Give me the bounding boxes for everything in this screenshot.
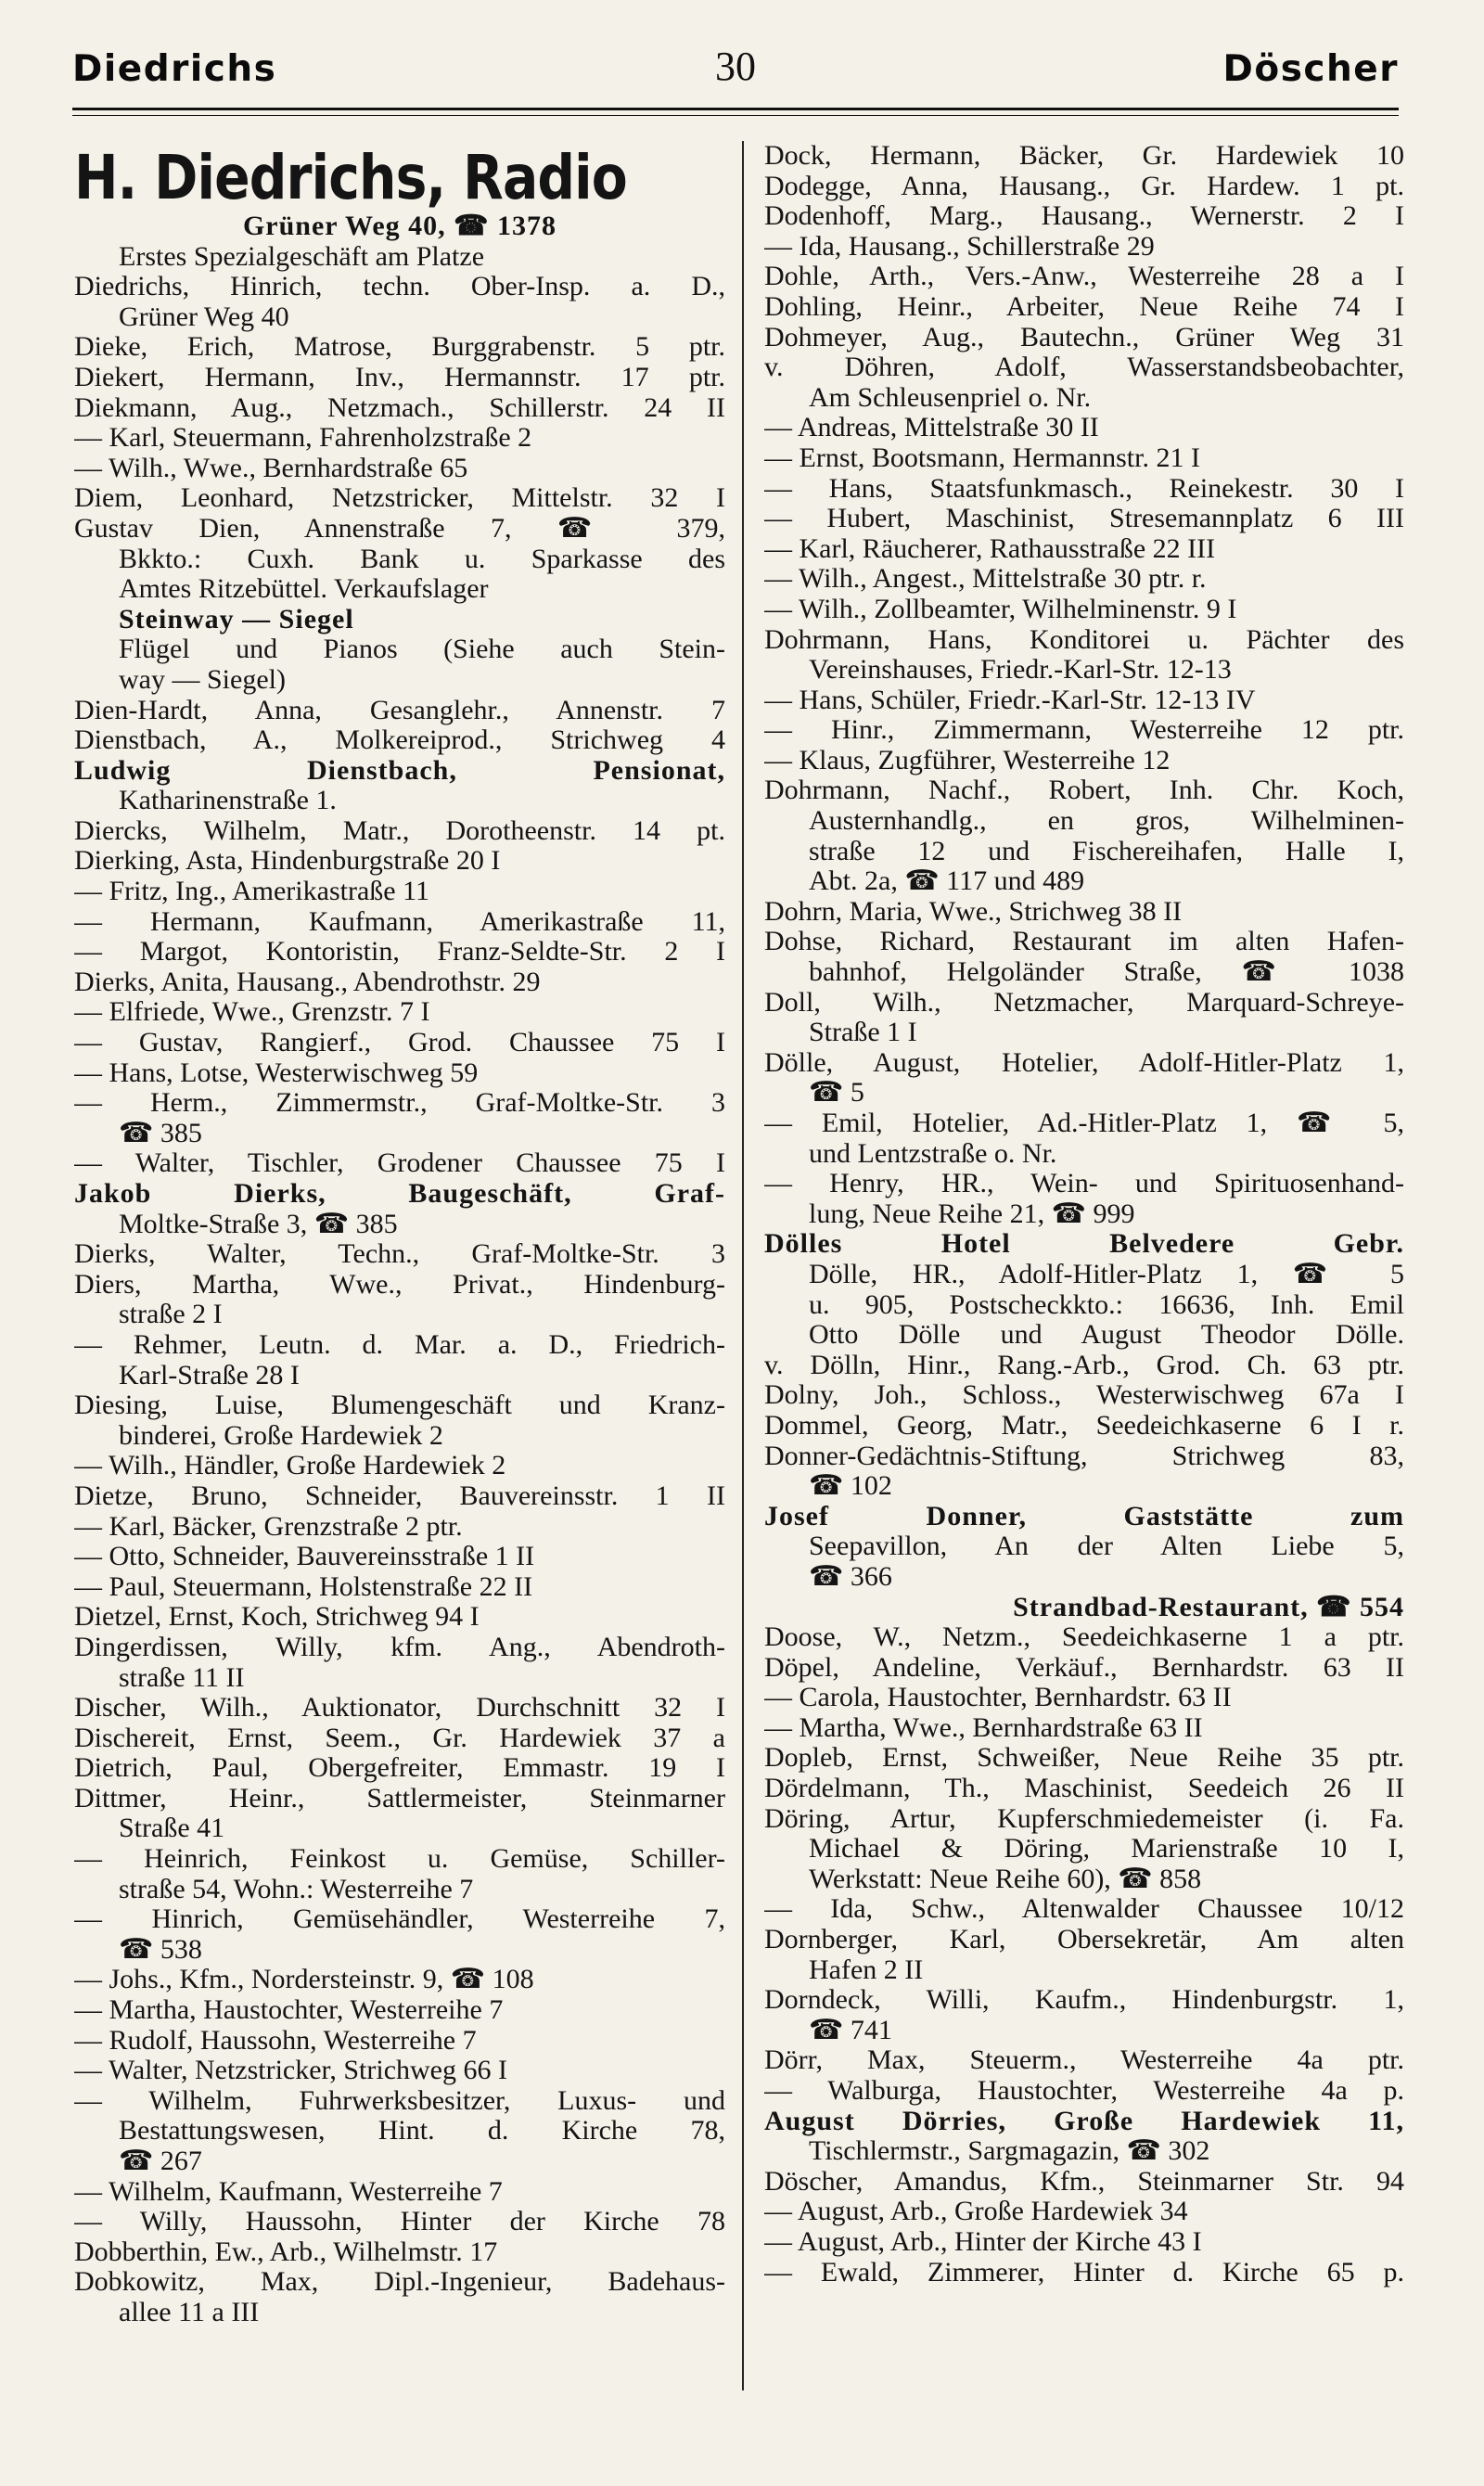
- directory-line: Strandbad-Restaurant, ☎ 554: [1013, 1592, 1404, 1622]
- directory-line: Donner-Gedächtnis-Stiftung, Strichweg 83,: [764, 1441, 1404, 1471]
- directory-line: Dopleb, Ernst, Schweißer, Neue Reihe 35 ptr.: [764, 1743, 1404, 1774]
- directory-line: Dischereit, Ernst, Seem., Gr. Hardewiek 37 a: [74, 1723, 725, 1753]
- directory-line: straße 54, Wohn.: Westerreihe 7: [119, 1874, 474, 1904]
- directory-line: — Ernst, Bootsmann, Hermannstr. 21 I: [764, 442, 1200, 473]
- directory-line: — Ewald, Zimmerer, Hinter d. Kirche 65 p.: [764, 2257, 1404, 2287]
- directory-line: ☎ 385: [119, 1118, 202, 1148]
- directory-line: — Wilh., Zollbeamter, Wilhelminenstr. 9 I: [764, 594, 1237, 624]
- directory-line: — Fritz, Ing., Amerikastraße 11: [74, 877, 429, 907]
- directory-line: Dohling, Heinr., Arbeiter, Neue Reihe 74 I: [764, 291, 1404, 322]
- directory-line: — Hans, Lotse, Westerwischweg 59: [74, 1057, 479, 1088]
- directory-line: Dierks, Walter, Techn., Graf-Moltke-Str. 3: [74, 1239, 725, 1270]
- directory-line: — Willy, Haussohn, Hinter der Kirche 78: [74, 2207, 725, 2237]
- directory-line: Diekmann, Aug., Netzmach., Schillerstr. 24 II: [74, 392, 725, 423]
- directory-line: Dienstbach, A., Molkereiprod., Strichweg 4: [74, 725, 725, 756]
- directory-line: — Walter, Netzstricker, Strichweg 66 I: [74, 2056, 507, 2086]
- column-divider: [742, 141, 744, 2390]
- directory-line: — Gustav, Rangierf., Grod. Chaussee 75 I: [74, 1028, 725, 1058]
- directory-line: — Ida, Schw., Altenwalder Chaussee 10/12: [764, 1894, 1404, 1925]
- directory-line: Dodenhoff, Marg., Hausang., Wernerstr. 2 I: [764, 201, 1404, 232]
- directory-line: — Heinrich, Feinkost u. Gemüse, Schiller-: [74, 1844, 725, 1875]
- directory-line: Michael & Döring, Marienstraße 10 I,: [809, 1834, 1404, 1864]
- directory-line: Ludwig Dienstbach, Pensionat,: [74, 755, 725, 786]
- directory-line: — Margot, Kontoristin, Franz-Seldte-Str. 2 I: [74, 937, 725, 967]
- directory-line: Grüner Weg 40, ☎ 1378: [242, 211, 557, 241]
- directory-line: — August, Arb., Hinter der Kirche 43 I: [764, 2226, 1202, 2257]
- header-last-entry: Döscher: [1222, 48, 1399, 90]
- directory-line: Straße 1 I: [809, 1018, 917, 1048]
- directory-line: ☎ 741: [809, 2015, 892, 2045]
- directory-line: straße 12 und Fischereihafen, Halle I,: [809, 836, 1404, 866]
- directory-line: Steinway — Siegel: [119, 604, 354, 634]
- directory-line: Dommel, Georg, Matr., Seedeichkaserne 6 I r.: [764, 1410, 1404, 1441]
- directory-line: — Wilh., Wwe., Bernhardstraße 65: [74, 453, 468, 483]
- header-rule-thick: [72, 108, 1399, 110]
- directory-line: — Carola, Haustochter, Bernhardstr. 63 II: [764, 1683, 1232, 1713]
- directory-line: August Dörries, Große Hardewiek 11,: [764, 2106, 1404, 2136]
- directory-line: — Walter, Tischler, Grodener Chaussee 75 I: [74, 1148, 725, 1179]
- header-rule-thin: [72, 115, 1399, 116]
- directory-line: Jakob Dierks, Baugeschäft, Graf-: [74, 1179, 725, 1209]
- directory-line: Bkkto.: Cuxh. Bank u. Sparkasse des: [119, 544, 725, 574]
- directory-line: Flügel und Pianos (Siehe auch Stein-: [119, 634, 725, 665]
- directory-line: Am Schleusenpriel o. Nr.: [809, 382, 1092, 413]
- directory-line: Dierking, Asta, Hindenburgstraße 20 I: [74, 846, 501, 877]
- directory-line: Dietzel, Ernst, Koch, Strichweg 94 I: [74, 1602, 480, 1633]
- directory-line: Dohrn, Maria, Wwe., Strichweg 38 II: [764, 896, 1183, 927]
- directory-line: Grüner Weg 40: [119, 301, 289, 332]
- directory-line: Erstes Spezialgeschäft am Platze: [119, 241, 485, 272]
- page-number: 30: [715, 44, 756, 89]
- directory-line: Werkstatt: Neue Reihe 60), ☎ 858: [809, 1864, 1202, 1894]
- directory-line: straße 2 I: [119, 1300, 223, 1330]
- directory-line: Katharinenstraße 1.: [119, 786, 337, 816]
- directory-line: Moltke-Straße 3, ☎ 385: [119, 1209, 398, 1239]
- directory-line: ☎ 5: [809, 1078, 864, 1108]
- directory-line: — Henry, HR., Wein- und Spirituosenhand-: [764, 1169, 1404, 1199]
- directory-line: — Hermann, Kaufmann, Amerikastraße 11,: [74, 906, 725, 937]
- directory-line: u. 905, Postscheckkto.: 16636, Inh. Emil: [809, 1289, 1404, 1320]
- directory-line: — Rehmer, Leutn. d. Mar. a. D., Friedrich-: [74, 1329, 725, 1360]
- directory-line: — Wilh., Händler, Große Hardewiek 2: [74, 1451, 506, 1481]
- directory-line: Döscher, Amandus, Kfm., Steinmarner Str. 94: [764, 2166, 1404, 2197]
- directory-line: Dölle, August, Hotelier, Adolf-Hitler-Platz 1,: [764, 1047, 1404, 1078]
- directory-line: Dohmeyer, Aug., Bautechn., Grüner Weg 31: [764, 322, 1404, 352]
- directory-line: ☎ 366: [809, 1561, 892, 1592]
- directory-line: Gustav Dien, Annenstraße 7, ☎ 379,: [74, 513, 725, 544]
- directory-line: Tischlermstr., Sargmagazin, ☎ 302: [809, 2136, 1210, 2167]
- left-column: [74, 141, 725, 2328]
- directory-line: — Klaus, Zugführer, Westerreihe 12: [764, 745, 1171, 775]
- directory-line: Austernhandlg., en gros, Wilhelminen-: [809, 806, 1404, 837]
- directory-line: — Martha, Haustochter, Westerreihe 7: [74, 1995, 504, 2026]
- directory-line: Dördelmann, Th., Maschinist, Seedeich 26 II: [764, 1774, 1404, 1804]
- directory-line: — Walburga, Haustochter, Westerreihe 4a p.: [764, 2076, 1404, 2106]
- directory-line: Diekert, Hermann, Inv., Hermannstr. 17 ptr.: [74, 362, 725, 392]
- directory-line: — Johs., Kfm., Nordersteinstr. 9, ☎ 108: [74, 1965, 534, 1995]
- directory-line: — Hans, Schüler, Friedr.-Karl-Str. 12-13 IV: [764, 685, 1256, 715]
- directory-line: Dobkowitz, Max, Dipl.-Ingenieur, Badehaus-: [74, 2267, 725, 2298]
- directory-line: — Karl, Steuermann, Fahrenholzstraße 2: [74, 423, 532, 454]
- directory-line: Dietrich, Paul, Obergefreiter, Emmastr. 19 I: [74, 1753, 725, 1784]
- directory-line: Dierks, Anita, Hausang., Abendrothstr. 29: [74, 967, 541, 997]
- directory-line: Dieke, Erich, Matrose, Burggrabenstr. 5 ptr.: [74, 332, 725, 363]
- directory-line: Otto Dölle und August Theodor Dölle.: [809, 1320, 1404, 1351]
- directory-line: — Elfriede, Wwe., Grenzstr. 7 I: [74, 997, 430, 1028]
- directory-line: — Karl, Bäcker, Grenzstraße 2 ptr.: [74, 1511, 463, 1542]
- page-header: [72, 37, 1399, 102]
- header-first-entry: Diedrichs: [72, 48, 277, 90]
- directory-line: Bestattungswesen, Hint. d. Kirche 78,: [119, 2116, 725, 2146]
- directory-line: Discher, Wilh., Auktionator, Durchschnitt 32 I: [74, 1693, 725, 1724]
- directory-line: binderei, Große Hardewiek 2: [119, 1420, 443, 1451]
- directory-line: Karl-Straße 28 I: [119, 1360, 300, 1390]
- directory-line: — Hinrich, Gemüsehändler, Westerreihe 7,: [74, 1904, 725, 1935]
- directory-line: — Wilhelm, Kaufmann, Westerreihe 7: [74, 2176, 503, 2207]
- directory-line: Dietze, Bruno, Schneider, Bauvereinsstr. 1 II: [74, 1480, 725, 1511]
- directory-line: Diem, Leonhard, Netzstricker, Mittelstr. 32 I: [74, 483, 725, 514]
- directory-line: Döring, Artur, Kupferschmiedemeister (i. Fa.: [764, 1803, 1404, 1834]
- directory-line: und Lentzstraße o. Nr.: [809, 1138, 1057, 1169]
- directory-line: Dörr, Max, Steuerm., Westerreihe 4a ptr.: [764, 2045, 1404, 2076]
- directory-line: Dölles Hotel Belvedere Gebr.: [764, 1229, 1404, 1260]
- directory-line: — Martha, Wwe., Bernhardstraße 63 II: [764, 1712, 1203, 1743]
- directory-line: Dölle, HR., Adolf-Hitler-Platz 1, ☎ 5: [809, 1259, 1404, 1289]
- directory-line: — August, Arb., Große Hardewiek 34: [764, 2197, 1188, 2227]
- directory-line: — Emil, Hotelier, Ad.-Hitler-Platz 1, ☎ 5,: [764, 1108, 1404, 1138]
- directory-line: Dobberthin, Ew., Arb., Wilhelmstr. 17: [74, 2236, 498, 2267]
- directory-line: — Ida, Hausang., Schillerstraße 29: [764, 231, 1155, 262]
- directory-line: v. Dölln, Hinr., Rang.-Arb., Grod. Ch. 63 ptr.: [764, 1350, 1404, 1380]
- directory-line: v. Döhren, Adolf, Wasserstandsbeobachter,: [764, 352, 1404, 383]
- directory-line: — Hans, Staatsfunkmasch., Reinekestr. 30 I: [764, 473, 1404, 504]
- directory-line: H. Diedrichs, Radio: [74, 142, 627, 211]
- directory-line: Abt. 2a, ☎ 117 und 489: [809, 866, 1085, 897]
- directory-line: ☎ 267: [119, 2146, 202, 2176]
- directory-line: — Wilh., Angest., Mittelstraße 30 ptr. r.: [764, 564, 1207, 595]
- directory-line: bahnhof, Helgoländer Straße, ☎ 1038: [809, 957, 1404, 988]
- directory-line: Diers, Martha, Wwe., Privat., Hindenburg-: [74, 1269, 725, 1300]
- directory-line: Diercks, Wilhelm, Matr., Dorotheenstr. 14 pt.: [74, 815, 725, 846]
- directory-line: Dodegge, Anna, Hausang., Gr. Hardew. 1 pt.: [764, 171, 1404, 201]
- directory-line: — Andreas, Mittelstraße 30 II: [764, 413, 1099, 443]
- directory-line: Dock, Hermann, Bäcker, Gr. Hardewiek 10: [764, 141, 1404, 171]
- directory-line: Doose, W., Netzm., Seedeichkaserne 1 a ptr.: [764, 1622, 1404, 1653]
- directory-line: — Rudolf, Haussohn, Westerreihe 7: [74, 2025, 477, 2056]
- directory-line: Dohse, Richard, Restaurant im alten Hafen-: [764, 927, 1404, 957]
- directory-line: lung, Neue Reihe 21, ☎ 999: [809, 1198, 1135, 1229]
- right-column: [764, 141, 1404, 2287]
- directory-line: way — Siegel): [119, 664, 286, 695]
- directory-line: Dornberger, Karl, Obersekretär, Am alten: [764, 1925, 1404, 1955]
- directory-line: Dien-Hardt, Anna, Gesanglehr., Annenstr. 7: [74, 695, 725, 725]
- directory-line: Dohrmann, Hans, Konditorei u. Pächter des: [764, 624, 1404, 655]
- directory-line: — Herm., Zimmermstr., Graf-Moltke-Str. 3: [74, 1088, 725, 1119]
- directory-line: Vereinshauses, Friedr.-Karl-Str. 12-13: [809, 655, 1232, 686]
- directory-line: Straße 41: [119, 1813, 225, 1844]
- directory-line: — Hubert, Maschinist, Stresemannplatz 6 III: [764, 504, 1404, 534]
- directory-line: ☎ 538: [119, 1934, 202, 1965]
- directory-line: — Paul, Steuermann, Holstenstraße 22 II: [74, 1571, 533, 1602]
- directory-line: — Wilhelm, Fuhrwerksbesitzer, Luxus- und: [74, 2085, 725, 2116]
- directory-line: Diedrichs, Hinrich, techn. Ober-Insp. a. D.,: [74, 272, 725, 302]
- directory-line: Hafen 2 II: [809, 1954, 924, 1985]
- directory-line: Dolny, Joh., Schloss., Westerwischweg 67a I: [764, 1380, 1404, 1411]
- directory-line: — Karl, Räucherer, Rathausstraße 22 III: [764, 533, 1216, 564]
- directory-line: Dohle, Arth., Vers.-Anw., Westerreihe 28 a I: [764, 262, 1404, 292]
- directory-line: Diesing, Luise, Blumengeschäft und Kranz-: [74, 1390, 725, 1421]
- directory-line: — Hinr., Zimmermann, Westerreihe 12 ptr.: [764, 715, 1404, 746]
- directory-line: ☎ 102: [809, 1471, 892, 1502]
- directory-line: Dohrmann, Nachf., Robert, Inh. Chr. Koch,: [764, 775, 1404, 806]
- directory-line: Döpel, Andeline, Verkäuf., Bernhardstr. 63 II: [764, 1652, 1404, 1683]
- directory-line: Amtes Ritzebüttel. Verkaufslager: [119, 574, 489, 605]
- directory-line: — Otto, Schneider, Bauvereinsstraße 1 II: [74, 1542, 535, 1572]
- directory-line: Dingerdissen, Willy, kfm. Ang., Abendroth-: [74, 1632, 725, 1662]
- directory-line: Dorndeck, Willi, Kaufm., Hindenburgstr. 1,: [764, 1985, 1404, 2016]
- directory-line: Josef Donner, Gaststätte zum: [764, 1501, 1404, 1531]
- directory-line: Seepavillon, An der Alten Liebe 5,: [809, 1531, 1404, 1562]
- directory-line: allee 11 a III: [119, 2297, 260, 2327]
- directory-line: straße 11 II: [119, 1662, 245, 1693]
- directory-line: Doll, Wilh., Netzmacher, Marquard-Schreye-: [764, 987, 1404, 1018]
- directory-line: Dittmer, Heinr., Sattlermeister, Steinmarner: [74, 1783, 725, 1813]
